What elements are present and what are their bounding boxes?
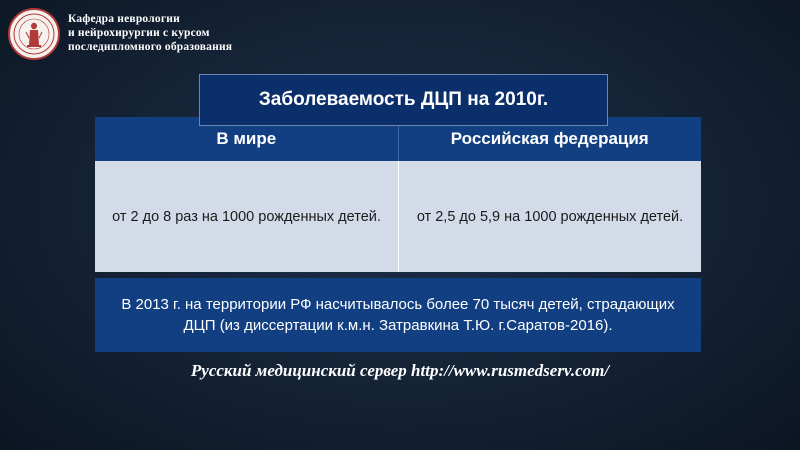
incidence-table <box>95 117 701 272</box>
column-header-world: В мире <box>216 129 277 148</box>
slide-title: Заболеваемость ДЦП на 2010г. <box>199 74 608 126</box>
column-header-russia: Российская федерация <box>398 117 702 161</box>
source-citation: Русский медицинский сервер http://www.rusmedserv.com/ <box>190 361 610 380</box>
department-name <box>68 12 232 54</box>
cell-russia-rate: от 2,5 до 5,9 на 1000 рожденных детей. <box>398 161 701 272</box>
table-row <box>95 161 701 272</box>
university-seal-icon <box>8 8 60 60</box>
statistics-note: В 2013 г. на территории РФ насчитывалось более 70 тысяч детей, страдающих ДЦП (из диссертации к.м.н. Затравкина Т.Ю. г.Саратов-2016). <box>95 278 701 352</box>
department-line-2: и нейрохирургии с курсом <box>68 27 210 39</box>
cell-world-rate: от 2 до 8 раз на 1000 рожденных детей. <box>112 208 381 225</box>
department-line-3: последипломного образования <box>68 41 233 53</box>
department-line-1: Кафедра неврологии <box>68 13 180 25</box>
department-header <box>8 8 232 60</box>
